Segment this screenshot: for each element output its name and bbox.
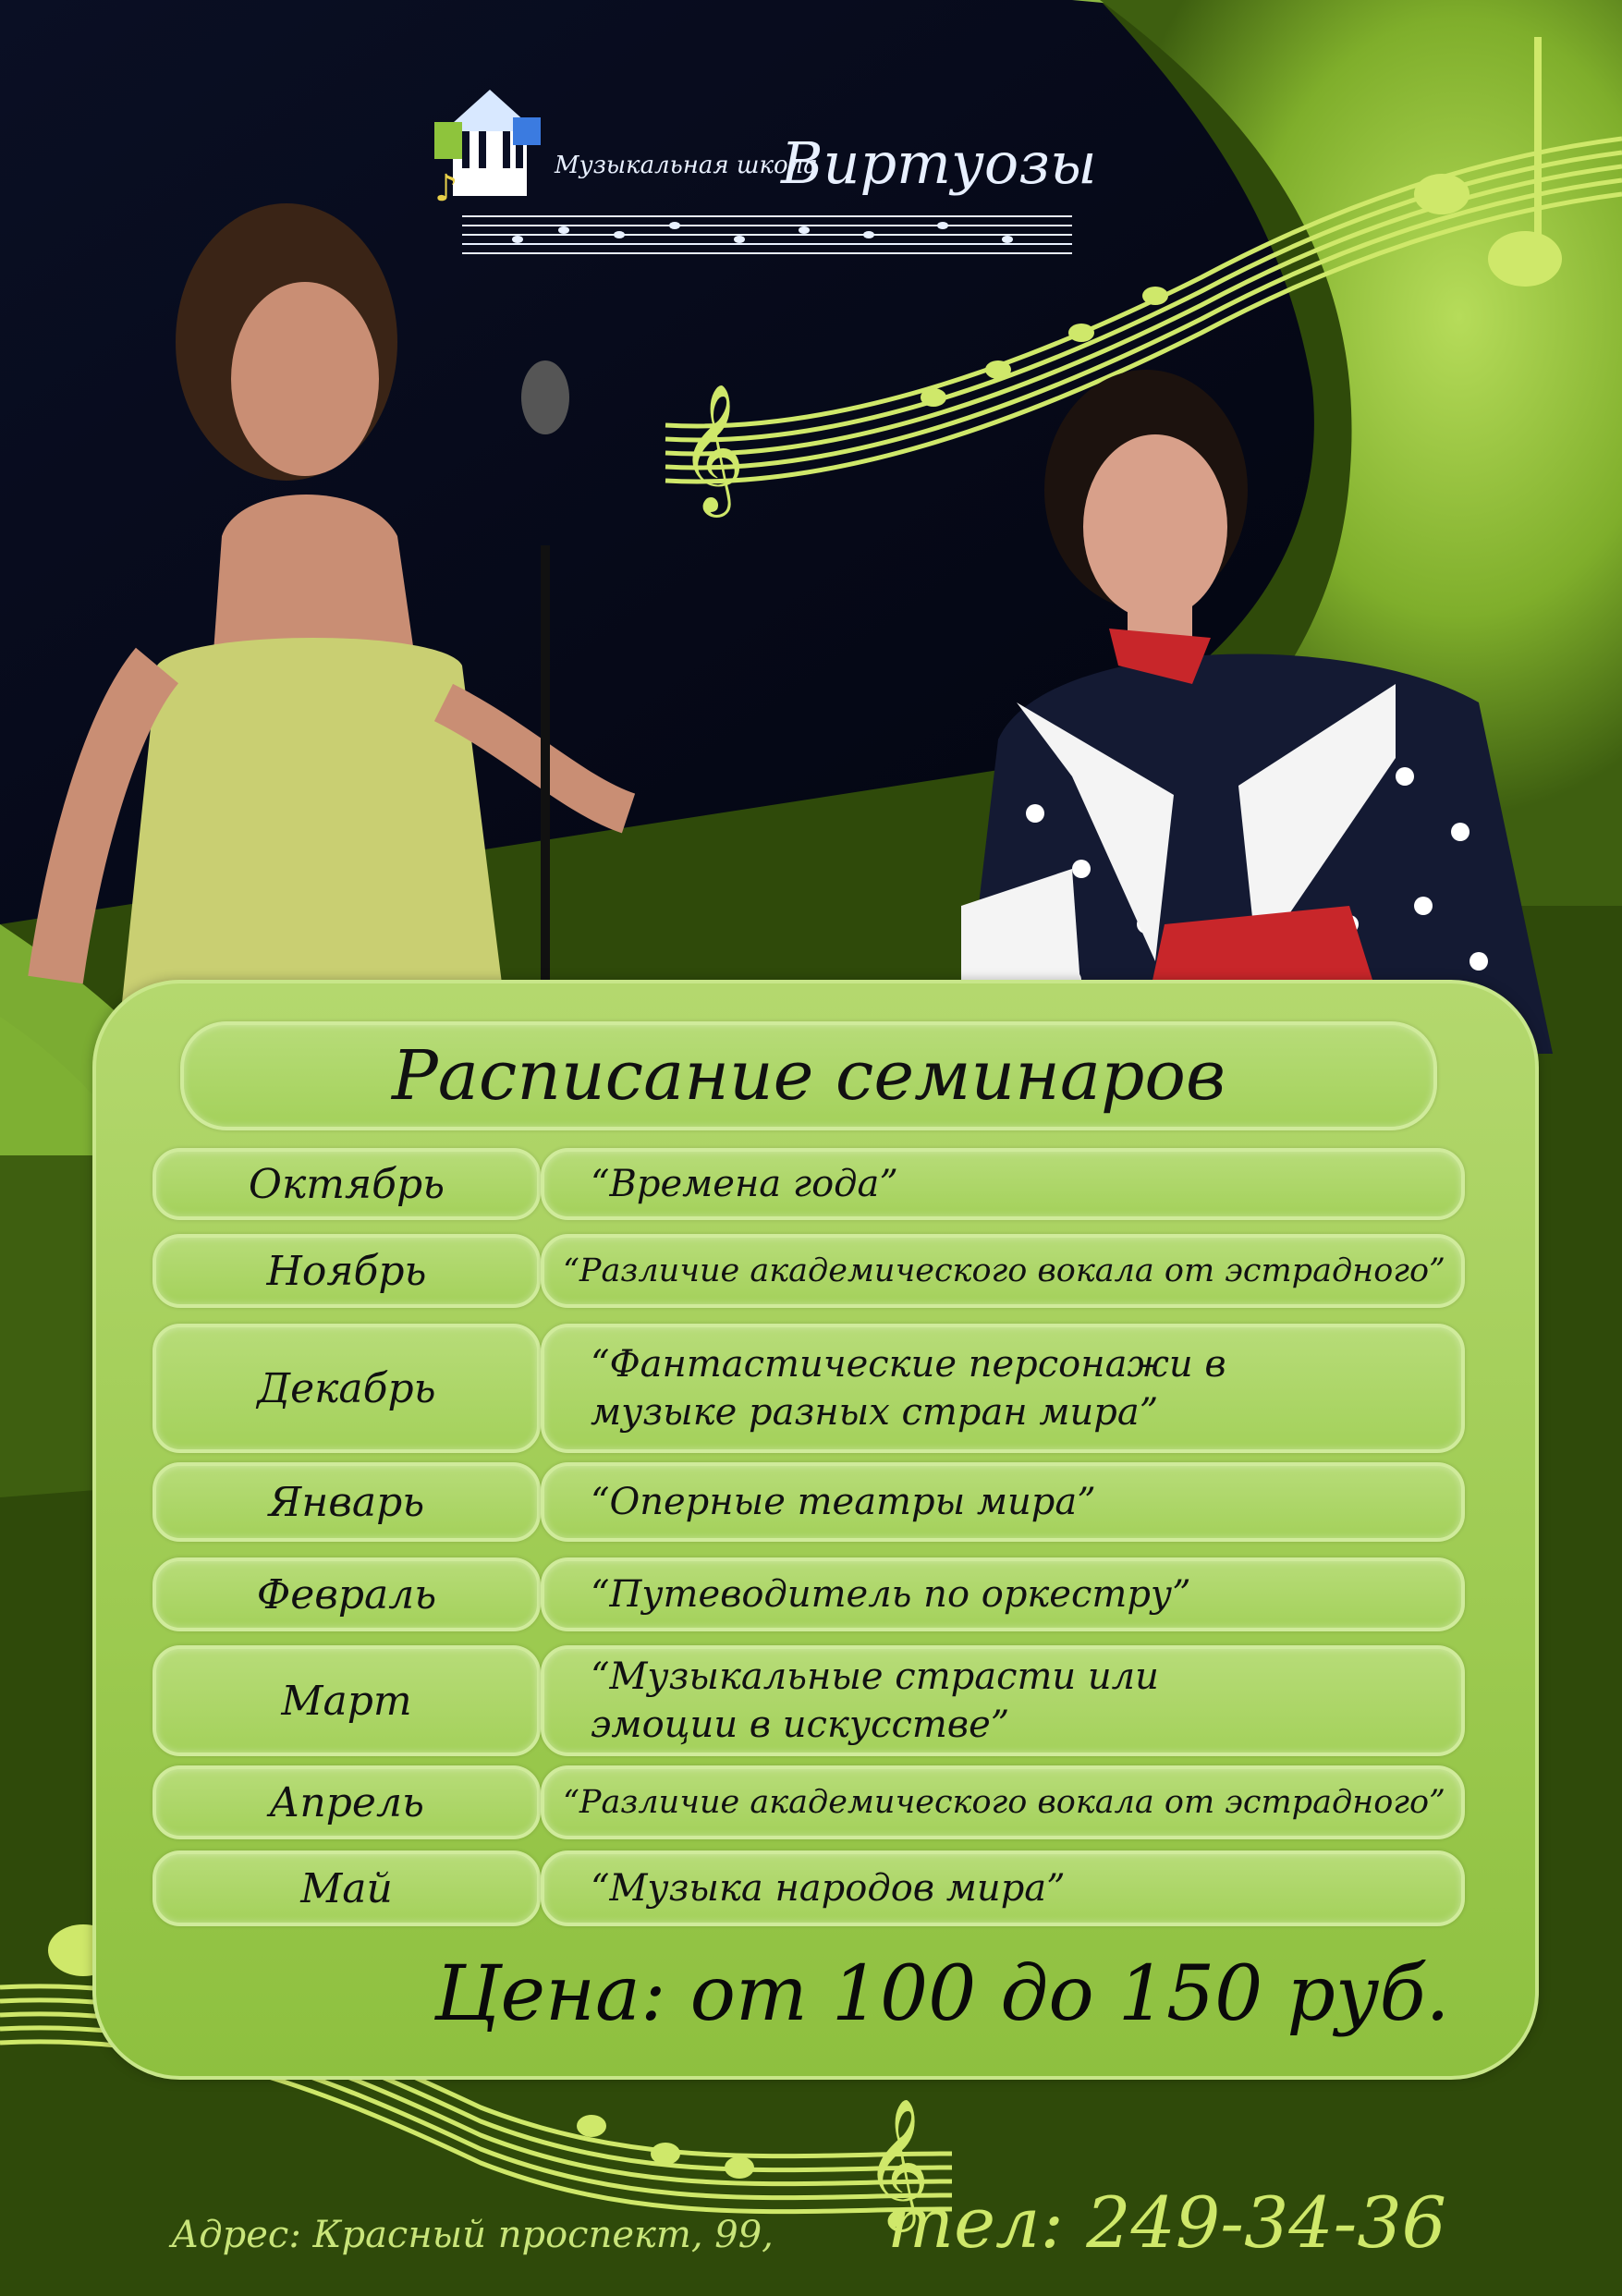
svg-text:𝄞: 𝄞 bbox=[679, 384, 745, 512]
schedule-title: Расписание семинаров bbox=[180, 1021, 1437, 1130]
school-logo bbox=[434, 85, 1100, 270]
topic-cell: “Различие академического вокала от эстрадного” bbox=[541, 1765, 1465, 1839]
month-cell: Май bbox=[152, 1850, 541, 1926]
month-cell: Ноябрь bbox=[152, 1234, 541, 1308]
month-cell: Декабрь bbox=[152, 1324, 541, 1453]
topic-cell: “Путеводитель по оркестру” bbox=[541, 1557, 1465, 1631]
logo-school-name: Виртуозы bbox=[781, 129, 1097, 197]
topic-cell: “Оперные театры мира” bbox=[541, 1462, 1465, 1542]
month-cell: Апрель bbox=[152, 1765, 541, 1839]
topic-cell: “Музыкальные страсти или эмоции в искусстве” bbox=[541, 1645, 1465, 1756]
address-text: Адрес: Красный проспект, 99, bbox=[171, 2214, 774, 2256]
singer-photo-left bbox=[0, 148, 647, 1109]
month-cell: Февраль bbox=[152, 1557, 541, 1631]
piano-house-icon bbox=[434, 85, 545, 205]
topic-cell: “Музыка народов мира” bbox=[541, 1850, 1465, 1926]
price-text: Цена: от 100 до 150 руб. bbox=[434, 1950, 1450, 2038]
month-cell: Октябрь bbox=[152, 1148, 541, 1220]
topic-cell: “Фантастические персонажи в музыке разных стран мира” bbox=[541, 1324, 1465, 1453]
svg-text:𝄞: 𝄞 bbox=[864, 2098, 930, 2227]
logo-staff-icon bbox=[462, 207, 1072, 263]
phone-number[interactable]: тел: 249-34-36 bbox=[887, 2181, 1447, 2264]
topic-cell: “Времена года” bbox=[541, 1148, 1465, 1220]
month-cell: Март bbox=[152, 1645, 541, 1756]
logo-school-label: Музыкальная школа bbox=[555, 152, 818, 179]
singer-photo-right bbox=[961, 351, 1590, 1054]
svg-text:♪: ♪ bbox=[434, 167, 458, 205]
month-cell: Январь bbox=[152, 1462, 541, 1542]
topic-cell: “Различие академического вокала от эстрадного” bbox=[541, 1234, 1465, 1308]
